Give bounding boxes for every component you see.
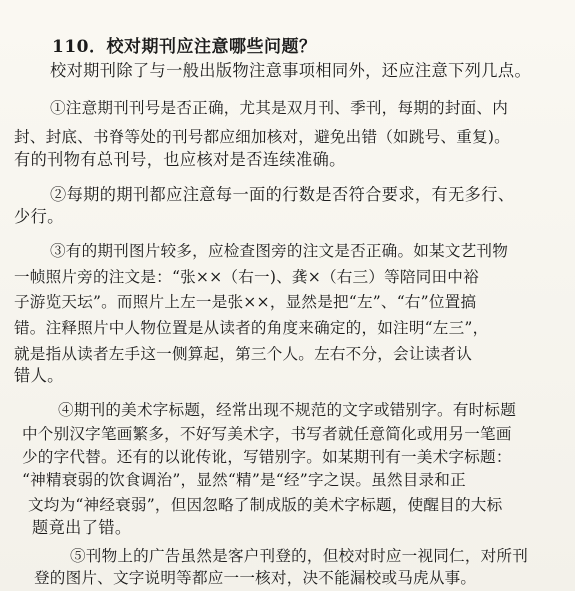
paragraph-3-line: 一帧照片旁的注文是：“张××（右一)、龚×（右三）等陪同田中裕 (14, 268, 479, 286)
paragraph-intro-line: 校对期刊除了与一般出版物注意事项相同外，还应注意下列几点。 (50, 61, 532, 80)
paragraph-4-line: “神精衰弱的饮食调治”，显然“精”是“经”字之误。虽然目录和正 (22, 471, 466, 489)
paragraph-5-line: 登的图片、文字说明等都应一一核对，决不能漏校或马虎从事。 (34, 569, 477, 587)
paragraph-2-line: 少行。 (14, 207, 64, 226)
page-title: 110．校对期刊应注意哪些问题？ (52, 37, 317, 57)
paragraph-3-line: ③有的期刊图片较多，应检查图旁的注文是否正确。如某文艺刊物 (50, 242, 509, 260)
paragraph-5-line: ⑤刊物上的广告虽然是客户刊登的，但校对时应一视同仁，对所刊 (70, 547, 529, 565)
paragraph-3-line: 错。注释照片中人物位置是从读者的角度来确定的，如注明“左三”， (14, 319, 489, 337)
paragraph-4-line: 少的字代替。还有的以讹传讹，写错别字。如某期刊有一美术字标题： (22, 448, 512, 466)
paragraph-4-line: 文均为“神经衰弱”，但因忽略了制成版的美术字标题，使醒目的大标 (28, 496, 503, 514)
paragraph-1-line: ①注意期刊刊号是否正确，尤其是双月刊、季刊，每期的封面、内 (50, 99, 509, 117)
paragraph-4-line: ④期刊的美术字标题，经常出现不规范的文字或错别字。有时标题 (58, 401, 517, 419)
paragraph-4-line: 中个别汉字笔画繁多，不好写美术字，书写者就任意简化或用另一笔画 (22, 425, 512, 443)
paragraph-3-line: 就是指从读者左手这一侧算起，第三个人。左右不分，会让读者认 (14, 345, 473, 363)
paragraph-4-line: 题竟出了错。 (32, 518, 132, 537)
paragraph-3-line: 子游览天坛”。而照片上左一是张××，显然是把“左”、“右”位置搞 (14, 293, 477, 311)
paragraph-1-line: 封、封底、书脊等处的刊号都应细加核对，避免出错（如跳号、重复)。 (14, 128, 510, 146)
paragraph-2-line: ②每期的期刊都应注意每一面的行数是否符合要求，有无多行、 (50, 185, 515, 204)
paragraph-3-line: 错人。 (14, 366, 64, 385)
paragraph-1-line: 有的刊物有总刊号，也应核对是否连续准确。 (14, 150, 346, 169)
